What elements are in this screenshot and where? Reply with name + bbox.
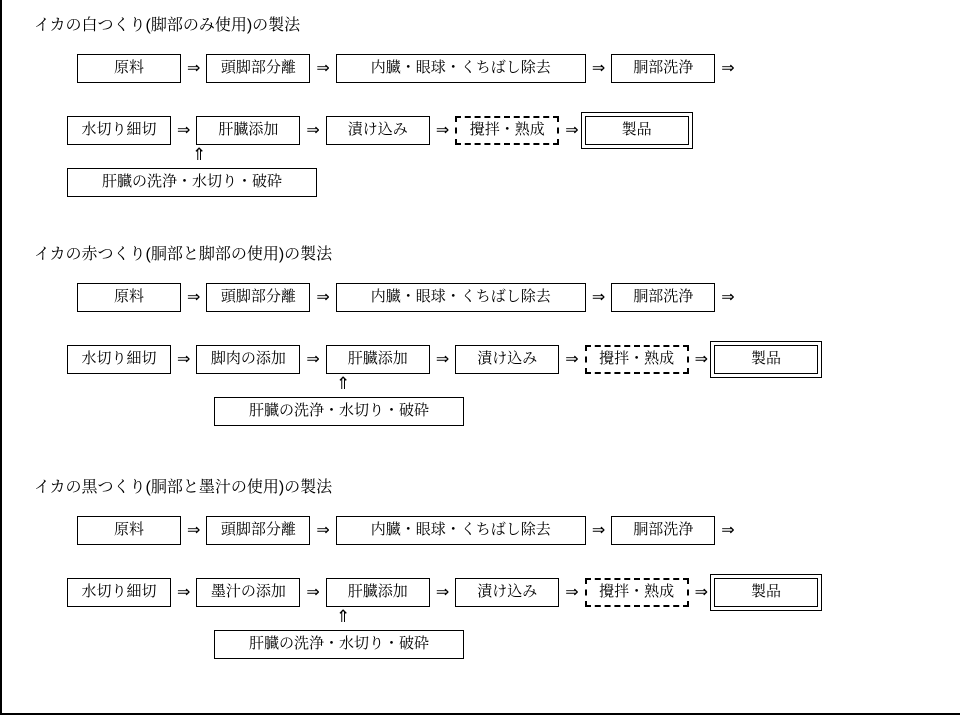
process-row-2 <box>67 345 818 374</box>
process-box-body-washing[interactable]: 胴部洗浄 <box>611 54 715 83</box>
process-box-head-leg-separation[interactable]: 頭脚部分離 <box>206 54 310 83</box>
arrow-icon: ⇒ <box>565 121 579 139</box>
arrow-icon: ⇒ <box>435 121 450 139</box>
arrow-icon: ⇒ <box>306 583 320 601</box>
arrow-icon: ⇒ <box>316 288 330 306</box>
up-arrow-icon: ⇑ <box>192 145 207 164</box>
process-row-1 <box>77 54 741 83</box>
section-title: イカの白つくり(脚部のみ使用)の製法 <box>34 17 301 34</box>
up-arrow-icon: ⇑ <box>336 607 351 626</box>
arrow-icon: ⇒ <box>177 350 191 368</box>
arrow-icon: ⇒ <box>177 121 191 139</box>
process-box-product[interactable]: 製品 <box>714 578 818 607</box>
process-box-stirring-ripening[interactable]: 攪拌・熟成 <box>585 578 689 607</box>
arrow-icon: ⇒ <box>306 350 320 368</box>
process-box-viscera-eye-beak-removal[interactable]: 内臓・眼球・くちばし除去 <box>336 516 586 545</box>
process-box-liver-wash-drain-crush[interactable]: 肝臓の洗浄・水切り・破砕 <box>214 630 464 659</box>
process-box-liver-addition[interactable]: 肝臓添加 <box>326 578 430 607</box>
process-box-ink-addition[interactable]: 墨汁の添加 <box>196 578 300 607</box>
process-box-product[interactable]: 製品 <box>585 116 689 145</box>
process-box-viscera-eye-beak-removal[interactable]: 内臓・眼球・くちばし除去 <box>336 283 586 312</box>
arrow-icon: ⇒ <box>316 59 330 77</box>
process-box-marinating[interactable]: 漬け込み <box>455 345 559 374</box>
process-box-raw-material[interactable]: 原料 <box>77 516 181 545</box>
arrow-icon: ⇒ <box>316 521 330 539</box>
section-kuro-tsukuri <box>2 478 960 652</box>
arrow-icon: ⇒ <box>591 521 606 539</box>
process-row-1 <box>77 283 741 312</box>
feed-row <box>214 630 464 659</box>
process-box-leg-meat-addition[interactable]: 脚肉の添加 <box>196 345 300 374</box>
process-box-raw-material[interactable]: 原料 <box>77 283 181 312</box>
process-box-marinating[interactable]: 漬け込み <box>326 116 430 145</box>
arrow-icon: ⇒ <box>565 583 579 601</box>
process-box-draining-shredding[interactable]: 水切り細切 <box>67 578 171 607</box>
arrow-icon: ⇒ <box>187 521 201 539</box>
arrow-icon: ⇒ <box>694 350 709 368</box>
process-box-stirring-ripening[interactable]: 攪拌・熟成 <box>455 116 559 145</box>
arrow-icon: ⇒ <box>591 59 606 77</box>
section-title: イカの黒つくり(胴部と墨汁の使用)の製法 <box>34 479 333 496</box>
arrow-icon: ⇒ <box>721 288 735 306</box>
process-box-liver-addition[interactable]: 肝臓添加 <box>326 345 430 374</box>
arrow-icon: ⇒ <box>565 350 579 368</box>
process-box-marinating[interactable]: 漬け込み <box>455 578 559 607</box>
section-shiro-tsukuri <box>2 16 960 190</box>
arrow-icon: ⇒ <box>694 583 709 601</box>
process-box-draining-shredding[interactable]: 水切り細切 <box>67 116 171 145</box>
up-arrow-icon: ⇑ <box>336 374 351 393</box>
arrow-icon: ⇒ <box>187 59 201 77</box>
arrow-icon: ⇒ <box>721 521 735 539</box>
process-box-liver-wash-drain-crush[interactable]: 肝臓の洗浄・水切り・破砕 <box>214 397 464 426</box>
process-row-1 <box>77 516 741 545</box>
feed-row <box>214 397 464 426</box>
arrow-icon: ⇒ <box>591 288 606 306</box>
process-box-product[interactable]: 製品 <box>714 345 818 374</box>
process-box-head-leg-separation[interactable]: 頭脚部分離 <box>206 283 310 312</box>
process-row-2 <box>67 578 818 607</box>
process-box-liver-wash-drain-crush[interactable]: 肝臓の洗浄・水切り・破砕 <box>67 168 317 197</box>
process-box-liver-addition[interactable]: 肝臓添加 <box>196 116 300 145</box>
process-box-raw-material[interactable]: 原料 <box>77 54 181 83</box>
process-box-draining-shredding[interactable]: 水切り細切 <box>67 345 171 374</box>
process-box-head-leg-separation[interactable]: 頭脚部分離 <box>206 516 310 545</box>
process-box-viscera-eye-beak-removal[interactable]: 内臓・眼球・くちばし除去 <box>336 54 586 83</box>
feed-row <box>67 168 317 197</box>
process-row-2 <box>67 116 689 145</box>
arrow-icon: ⇒ <box>435 583 450 601</box>
arrow-icon: ⇒ <box>177 583 191 601</box>
section-aka-tsukuri <box>2 245 960 419</box>
process-box-body-washing[interactable]: 胴部洗浄 <box>611 516 715 545</box>
arrow-icon: ⇒ <box>187 288 201 306</box>
section-title: イカの赤つくり(胴部と脚部の使用)の製法 <box>34 246 333 263</box>
arrow-icon: ⇒ <box>306 121 320 139</box>
arrow-icon: ⇒ <box>721 59 735 77</box>
arrow-icon: ⇒ <box>435 350 450 368</box>
process-box-stirring-ripening[interactable]: 攪拌・熟成 <box>585 345 689 374</box>
process-box-body-washing[interactable]: 胴部洗浄 <box>611 283 715 312</box>
